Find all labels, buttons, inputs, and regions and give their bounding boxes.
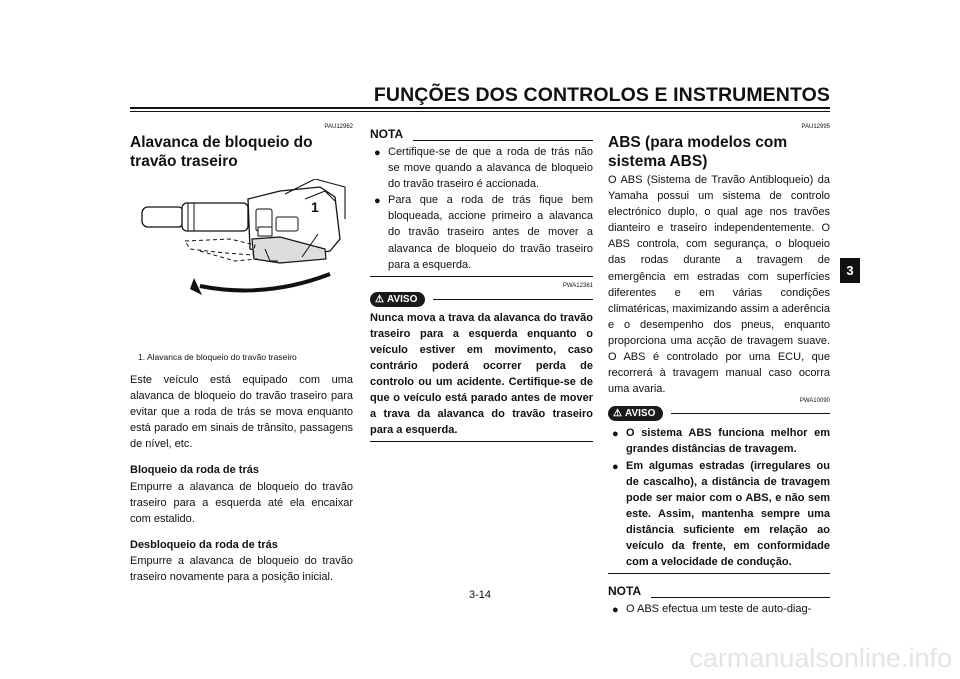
aviso-end-rule — [370, 441, 593, 442]
nota-list — [370, 144, 593, 273]
body-text — [130, 372, 353, 585]
figure-callout-number: 1 — [311, 199, 319, 215]
handlebar-illustration — [130, 179, 353, 314]
page-header-title: FUNÇÕES DOS CONTROLOS E INSTRUMENTOS — [373, 84, 830, 106]
nota-header — [370, 127, 593, 141]
aviso-text: Nunca mova a trava da alavanca do travão traseiro para a esquerda enquanto o veículo estiver em movimento, caso contrário poderá ocorrer perda de controlo ou um acidente. Certifique-se de que o veículo está parado antes de mover a trava da alavanca do travão traseiro para a esquerda. — [370, 311, 593, 437]
abs-paragraph: O ABS (Sistema de Travão Antibloqueio) da Yamaha possui um sistema de controlo electrónico duplo, o qual age nos travões dianteiro e traseiro independentemente. O ABS controla, com segurança, o bloqueio das rodas durante a travagem de emergência em estradas com superfícies diferentes e em várias condições climatéricas, maximizando assim a aderência e o desempenho dos pneus, enquanto proporciona uma acção de travagem suave. O ABS é controlado por uma ECU, que recorrerá à travagem manual caso ocorra uma avaria. — [608, 174, 830, 396]
aviso-header — [370, 291, 593, 308]
list-item: ● Em algumas estradas (irregulares ou de cascalho), a distância de travagem pode ser maior com o ABS, e não sem este. Assim, mantenha sempre uma distância suficiente em relação ao veículo da frente, em conformidade com a velocidade de condução. — [612, 459, 830, 569]
unlock-heading: Desbloqueio da roda de trás — [130, 538, 278, 551]
aviso-badge: ⚠ AVISO — [608, 406, 663, 421]
list-item: ● Certifique-se de que a roda de trás não se move quando a alavanca de bloqueio do travão traseiro é accionada. — [374, 146, 593, 191]
list-item: ● O ABS efectua um teste de auto-diag- — [612, 601, 830, 617]
figure-brake-lock-lever — [130, 179, 353, 314]
lock-paragraph: Empurre a alavanca de bloqueio do travão traseiro para a esquerda até ela encaixar com estalido. — [130, 480, 353, 525]
aviso-code: PWA12361 — [562, 282, 593, 289]
aviso-list — [608, 425, 830, 570]
aviso-header — [608, 405, 830, 422]
nota-label: NOTA — [370, 127, 404, 141]
aviso-badge: ⚠ AVISO — [370, 292, 425, 307]
aviso-rule — [433, 299, 593, 300]
page-number: 3-14 — [468, 589, 492, 601]
figure-caption: 1. Alavanca de bloqueio do travão traseiro — [138, 352, 297, 362]
unlock-paragraph: Empurre a alavanca de bloqueio do travão traseiro novamente para a posição inicial. — [130, 554, 353, 584]
aviso-rule — [671, 413, 830, 414]
bullet-icon: ● — [374, 147, 381, 159]
intro-paragraph: Este veículo está equipado com uma alavanca de bloqueio do travão traseiro para evitar que a roda de trás se mova enquanto está parado em sinais de trânsito, passagens de nível, etc. — [130, 374, 353, 451]
nota-label: NOTA — [608, 584, 642, 599]
header-rule — [130, 107, 830, 109]
section-heading: ABS (para modelos com sistema ABS) — [608, 134, 788, 170]
list-item: ● Para que a roda de trás fique bem bloqueada, accione primeiro a alavanca do travão traseiro antes de mover a alavanca de bloqueio do travão traseiro para a esquerda. — [374, 194, 593, 271]
bullet-icon: ● — [612, 428, 619, 441]
watermark: carmanualsonline.info — [689, 643, 952, 673]
list-item: ● O sistema ABS funciona melhor em grandes distâncias de travagem. — [612, 427, 830, 456]
bullet-icon: ● — [612, 460, 619, 473]
section-heading: Alavanca de bloqueio do travão traseiro — [130, 134, 313, 170]
column-3 — [608, 124, 830, 617]
column-2 — [370, 127, 593, 442]
warning-icon: ⚠ — [375, 293, 384, 305]
section-tab: 3 — [840, 258, 860, 283]
column-1 — [130, 124, 353, 585]
section-code: PAU12962 — [324, 124, 353, 130]
nota-end-rule — [370, 276, 593, 277]
header-rule-thin — [130, 111, 830, 112]
bullet-icon: ● — [612, 604, 619, 617]
bullet-icon: ● — [374, 195, 381, 208]
aviso-code: PWA10090 — [799, 398, 830, 405]
warning-icon: ⚠ — [613, 408, 622, 420]
lock-heading: Bloqueio da roda de trás — [130, 464, 259, 477]
nota-rule — [413, 130, 593, 141]
nota-list — [608, 601, 830, 617]
aviso-end-rule — [608, 573, 830, 574]
section-code: PAU12995 — [801, 124, 830, 130]
